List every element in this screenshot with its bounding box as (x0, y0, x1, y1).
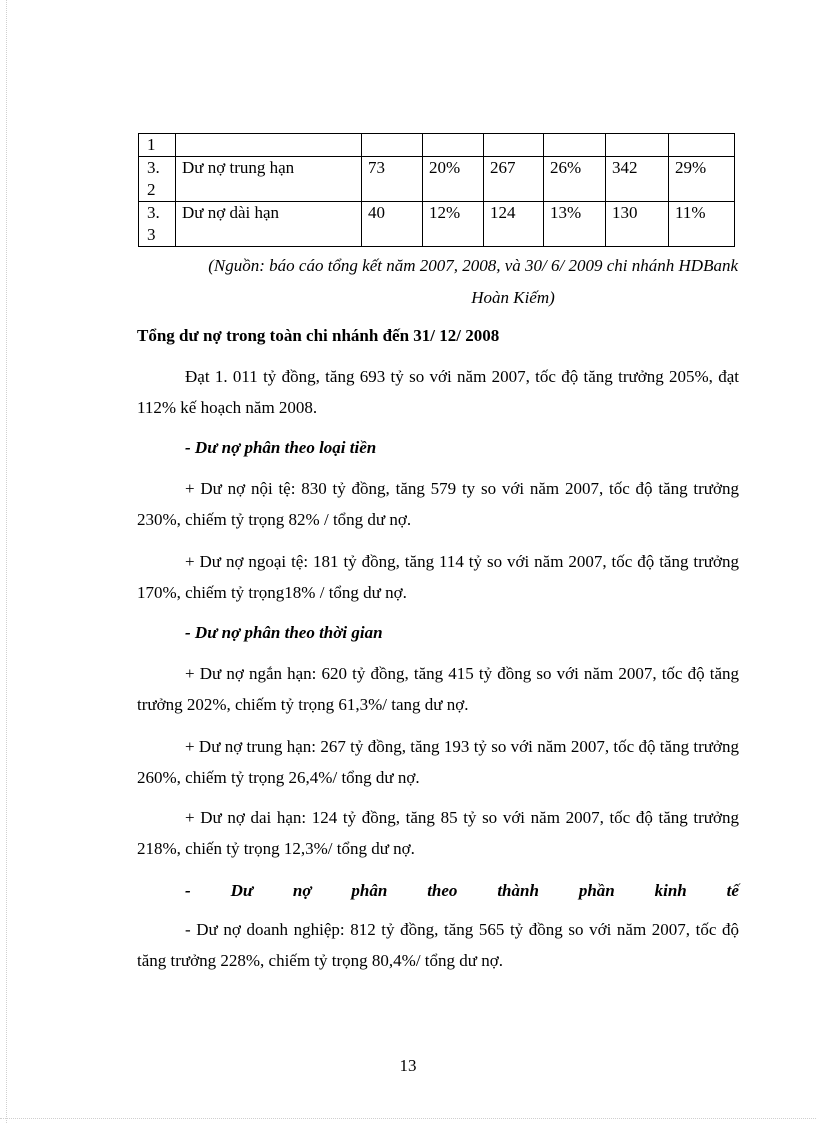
sector-heading-word: - (185, 881, 191, 900)
short-term-paragraph: + Dư nợ ngắn hạn: 620 tỷ đồng, tăng 415 tỷ đồng so với năm 2007, tốc độ tăng trưởng 202%, chiếm tỷ trọng 61,3%/ tang dư nợ. (137, 664, 739, 714)
table-cell-2007-percent: 20% (423, 157, 484, 202)
sector-heading-word: phần (578, 881, 615, 900)
table-cell-2008-value (484, 134, 544, 157)
section-title: Tổng dư nợ trong toàn chi nhánh đến 31/ 12/ 2008 (137, 326, 500, 345)
table-cell-stt: 3. 3 (139, 202, 176, 247)
table-row (139, 202, 735, 247)
table-cell-2007-value: 73 (362, 157, 423, 202)
domestic-paragraph: + Dư nợ nội tệ: 830 tỷ đồng, tăng 579 ty so với năm 2007, tốc độ tăng trưởng 230%, chiếm tỷ trọng 82% / tổng dư nợ. (137, 479, 739, 529)
page-bottom-edge (0, 1118, 816, 1119)
term-heading-block (137, 617, 739, 648)
sector-heading-word: kinh (654, 881, 687, 900)
table-cell-stt: 1 (139, 134, 176, 157)
sector-heading-word: Dư (230, 881, 254, 900)
table-cell-2007-percent: 12% (423, 202, 484, 247)
table-cell-2007-value (362, 134, 423, 157)
section-title-block (137, 320, 739, 351)
table-cell-stt: 3. 2 (139, 157, 176, 202)
table-cell-2008-value: 267 (484, 157, 544, 202)
currency-heading-block (137, 432, 739, 463)
sector-heading-word: thành (497, 881, 539, 900)
sector-heading-word: theo (427, 881, 458, 900)
medium-term-block (137, 731, 739, 793)
term-heading: - Dư nợ phân theo thời gian (185, 623, 383, 642)
table-cell-2009-value: 130 (606, 202, 669, 247)
long-term-block (137, 802, 739, 864)
table-row (139, 157, 735, 202)
sector-heading-word: nợ (292, 881, 312, 900)
table-cell-label (176, 134, 362, 157)
medium-term-paragraph: + Dư nợ trung hạn: 267 tỷ đồng, tăng 193 tỷ so với năm 2007, tốc độ tăng trưởng 260%, chiếm tỷ trọng 26,4%/ tổng dư nợ. (137, 737, 739, 787)
source-note-line2: Hoàn Kiếm) (471, 288, 555, 307)
table-cell-2009-percent: 29% (669, 157, 735, 202)
page-left-edge (6, 0, 7, 1123)
table-cell-2009-value (606, 134, 669, 157)
page-number: 13 (399, 1056, 417, 1075)
table-cell-2009-value: 342 (606, 157, 669, 202)
intro-paragraph: Đạt 1. 011 tỷ đồng, tăng 693 tỷ so với năm 2007, tốc độ tăng trưởng 205%, đạt 112% kế hoạch năm 2008. (137, 367, 739, 417)
loan-table (138, 133, 735, 247)
domestic-block (137, 473, 739, 535)
sector-heading-word: phân (351, 881, 388, 900)
foreign-paragraph: + Dư nợ ngoại tệ: 181 tỷ đồng, tăng 114 tỷ so với năm 2007, tốc độ tăng trưởng 170%, chiếm tỷ trọng18% / tổng dư nợ. (137, 552, 739, 602)
table-cell-2008-value: 124 (484, 202, 544, 247)
source-note-line1: (Nguồn: báo cáo tổng kết năm 2007, 2008, và 30/ 6/ 2009 chi nhánh HDBank (208, 256, 738, 275)
table-cell-2008-percent: 13% (544, 202, 606, 247)
currency-heading: - Dư nợ phân theo loại tiền (185, 438, 377, 457)
loan-table-wrapper (138, 133, 735, 247)
table-cell-label: Dư nợ trung hạn (176, 157, 362, 202)
foreign-block (137, 546, 739, 608)
table-cell-label: Dư nợ dài hạn (176, 202, 362, 247)
enterprise-block (137, 914, 739, 976)
table-row (139, 134, 735, 157)
source-note (138, 250, 738, 314)
short-term-block (137, 658, 739, 720)
table-cell-2009-percent: 11% (669, 202, 735, 247)
table-cell-2007-percent (423, 134, 484, 157)
intro-block (137, 361, 739, 423)
table-cell-2009-percent (669, 134, 735, 157)
long-term-paragraph: + Dư nợ dai hạn: 124 tỷ đồng, tăng 85 tỷ so với năm 2007, tốc độ tăng trưởng 218%, chiến tỷ trọng 12,3%/ tổng dư nợ. (137, 808, 739, 858)
sector-heading-word: tế (726, 881, 739, 900)
enterprise-paragraph: - Dư nợ doanh nghiệp: 812 tỷ đồng, tăng 565 tỷ đồng so với năm 2007, tốc độ tăng trưởng 228%, chiếm tỷ trọng 80,4%/ tổng dư nợ. (137, 920, 739, 970)
table-cell-2008-percent (544, 134, 606, 157)
sector-heading (137, 875, 739, 906)
sector-heading-block (137, 875, 739, 906)
table-cell-2008-percent: 26% (544, 157, 606, 202)
table-cell-2007-value: 40 (362, 202, 423, 247)
